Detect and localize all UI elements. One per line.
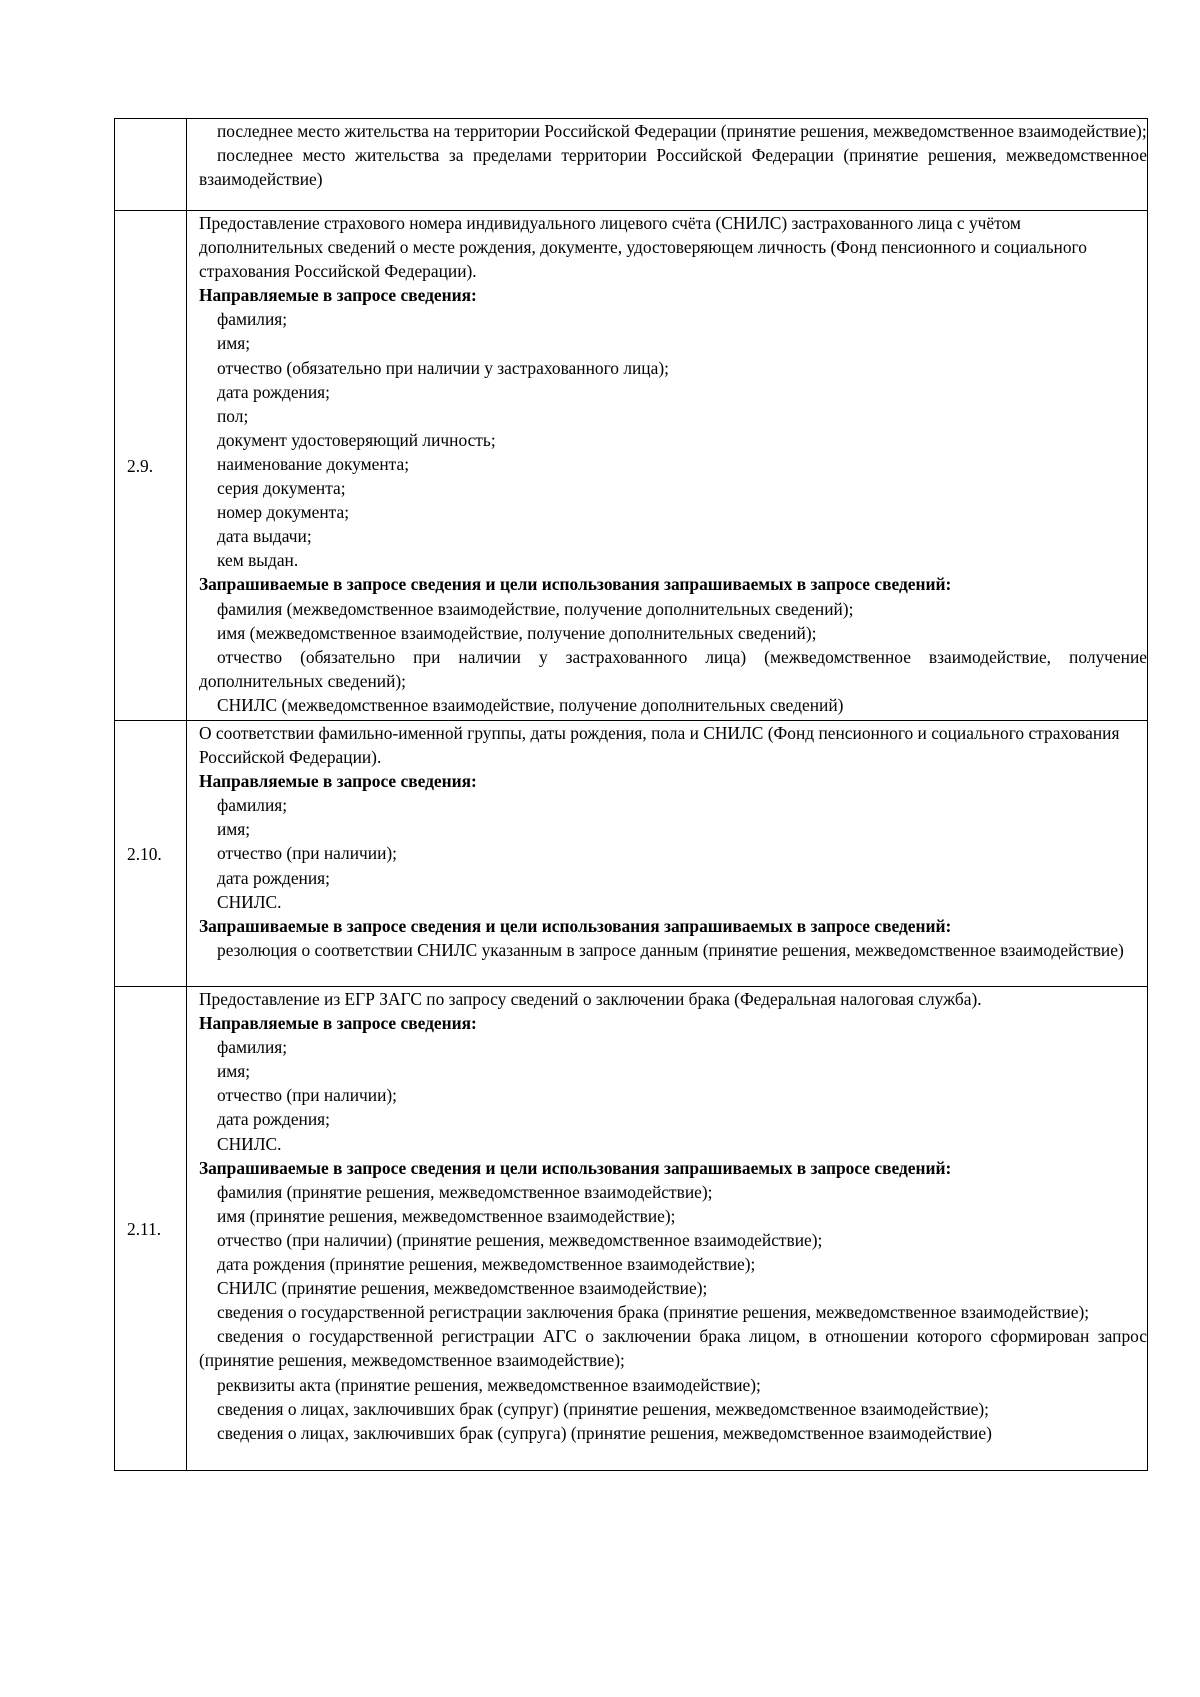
list-item: СНИЛС. bbox=[217, 1133, 282, 1154]
list-item: СНИЛС (принятие решения, межведомственное взаимодействие); bbox=[217, 1278, 708, 1299]
row-number bbox=[115, 119, 187, 211]
list-item: дата выдачи; bbox=[217, 526, 312, 547]
list-item: сведения о государственной регистрации заключения брака (принятие решения, межведомственное взаимодействие); bbox=[217, 1302, 1090, 1323]
list-item: фамилия (межведомственное взаимодействие, получение дополнительных сведений); bbox=[217, 598, 854, 619]
paragraph: последнее место жительства за пределами территории Российской Федерации (принятие решения, межведомственное взаимодействие) bbox=[199, 145, 1147, 190]
list-item: имя (принятие решения, межведомственное взаимодействие); bbox=[217, 1205, 676, 1226]
row-intro: Предоставление страхового номера индивидуального лицевого счёта (СНИЛС) застрахованного лица с учётом дополнительных сведений о месте рождения, документе, удостоверяющем личность (Фонд пенсионного и социального страхования Российской Федерации). bbox=[199, 213, 1087, 282]
table-row bbox=[115, 987, 1148, 1471]
table-row bbox=[115, 119, 1148, 211]
list-item: реквизиты акта (принятие решения, межведомственное взаимодействие); bbox=[217, 1374, 761, 1395]
list-item: имя; bbox=[217, 333, 251, 354]
list-item: сведения о лицах, заключивших брак (супруга) (принятие решения, межведомственное взаимодействие) bbox=[217, 1422, 992, 1443]
list-item: имя; bbox=[217, 819, 251, 840]
list-item: отчество (при наличии); bbox=[217, 1085, 398, 1106]
list-item: дата рождения; bbox=[217, 867, 330, 888]
list-item: СНИЛС. bbox=[217, 891, 282, 912]
list-item: документ удостоверяющий личность; bbox=[217, 429, 496, 450]
paragraph: последнее место жительства на территории Российской Федерации (принятие решения, межведомственное взаимодействие); bbox=[217, 121, 1147, 141]
list-item: отчество (обязательно при наличии у застрахованного лица) (межведомственное взаимодействие, получение дополнительных сведений); bbox=[199, 646, 1147, 691]
table-row bbox=[115, 721, 1148, 987]
row-content bbox=[187, 987, 1148, 1471]
requested-heading: Запрашиваемые в запросе сведения и цели использования запрашиваемых в запросе сведений: bbox=[199, 1157, 952, 1178]
list-item: серия документа; bbox=[217, 478, 346, 499]
list-item: фамилия; bbox=[217, 795, 288, 816]
requested-heading: Запрашиваемые в запросе сведения и цели использования запрашиваемых в запросе сведений: bbox=[199, 915, 952, 936]
list-item: сведения о лицах, заключивших брак (супруг) (принятие решения, межведомственное взаимодействие); bbox=[217, 1398, 989, 1419]
list-item: отчество (при наличии) (принятие решения, межведомственное взаимодействие); bbox=[217, 1229, 823, 1250]
row-content bbox=[187, 211, 1148, 721]
list-item: имя (межведомственное взаимодействие, получение дополнительных сведений); bbox=[217, 622, 817, 643]
table-row bbox=[115, 211, 1148, 721]
list-item: сведения о государственной регистрации АГС о заключении брака лицом, в отношении которого сформирован запрос (принятие решения, межведомственное взаимодействие); bbox=[199, 1326, 1147, 1371]
list-item: номер документа; bbox=[217, 502, 350, 523]
list-item: имя; bbox=[217, 1061, 251, 1082]
list-item: отчество (при наличии); bbox=[217, 843, 398, 864]
row-intro: О соответствии фамильно-именной группы, даты рождения, пола и СНИЛС (Фонд пенсионного и социального страхования Российской Федерации). bbox=[199, 723, 1120, 768]
row-number: 2.11. bbox=[115, 987, 187, 1471]
requirements-table bbox=[114, 118, 1148, 1471]
requested-heading: Запрашиваемые в запросе сведения и цели использования запрашиваемых в запросе сведений: bbox=[199, 574, 952, 595]
sent-heading: Направляемые в запросе сведения: bbox=[199, 1013, 477, 1034]
list-item: фамилия; bbox=[217, 309, 288, 330]
row-number: 2.9. bbox=[115, 211, 187, 721]
row-content bbox=[187, 119, 1148, 211]
list-item: кем выдан. bbox=[217, 550, 299, 571]
row-number: 2.10. bbox=[115, 721, 187, 987]
document-page bbox=[114, 118, 1147, 1471]
list-item: дата рождения (принятие решения, межведомственное взаимодействие); bbox=[217, 1254, 756, 1275]
row-intro: Предоставление из ЕГР ЗАГС по запросу сведений о заключении брака (Федеральная налоговая служба). bbox=[199, 989, 982, 1009]
list-item: пол; bbox=[217, 405, 249, 426]
list-item: наименование документа; bbox=[217, 453, 410, 474]
list-item: фамилия (принятие решения, межведомственное взаимодействие); bbox=[217, 1181, 713, 1202]
sent-heading: Направляемые в запросе сведения: bbox=[199, 771, 477, 792]
list-item: дата рождения; bbox=[217, 381, 330, 402]
list-item: дата рождения; bbox=[217, 1109, 330, 1130]
list-item: отчество (обязательно при наличии у застрахованного лица); bbox=[217, 357, 669, 378]
list-item: резолюция о соответствии СНИЛС указанным в запросе данным (принятие решения, межведомственное взаимодействие) bbox=[217, 939, 1124, 960]
list-item: СНИЛС (межведомственное взаимодействие, получение дополнительных сведений) bbox=[217, 694, 844, 715]
list-item: фамилия; bbox=[217, 1037, 288, 1058]
row-content bbox=[187, 721, 1148, 987]
sent-heading: Направляемые в запросе сведения: bbox=[199, 285, 477, 306]
